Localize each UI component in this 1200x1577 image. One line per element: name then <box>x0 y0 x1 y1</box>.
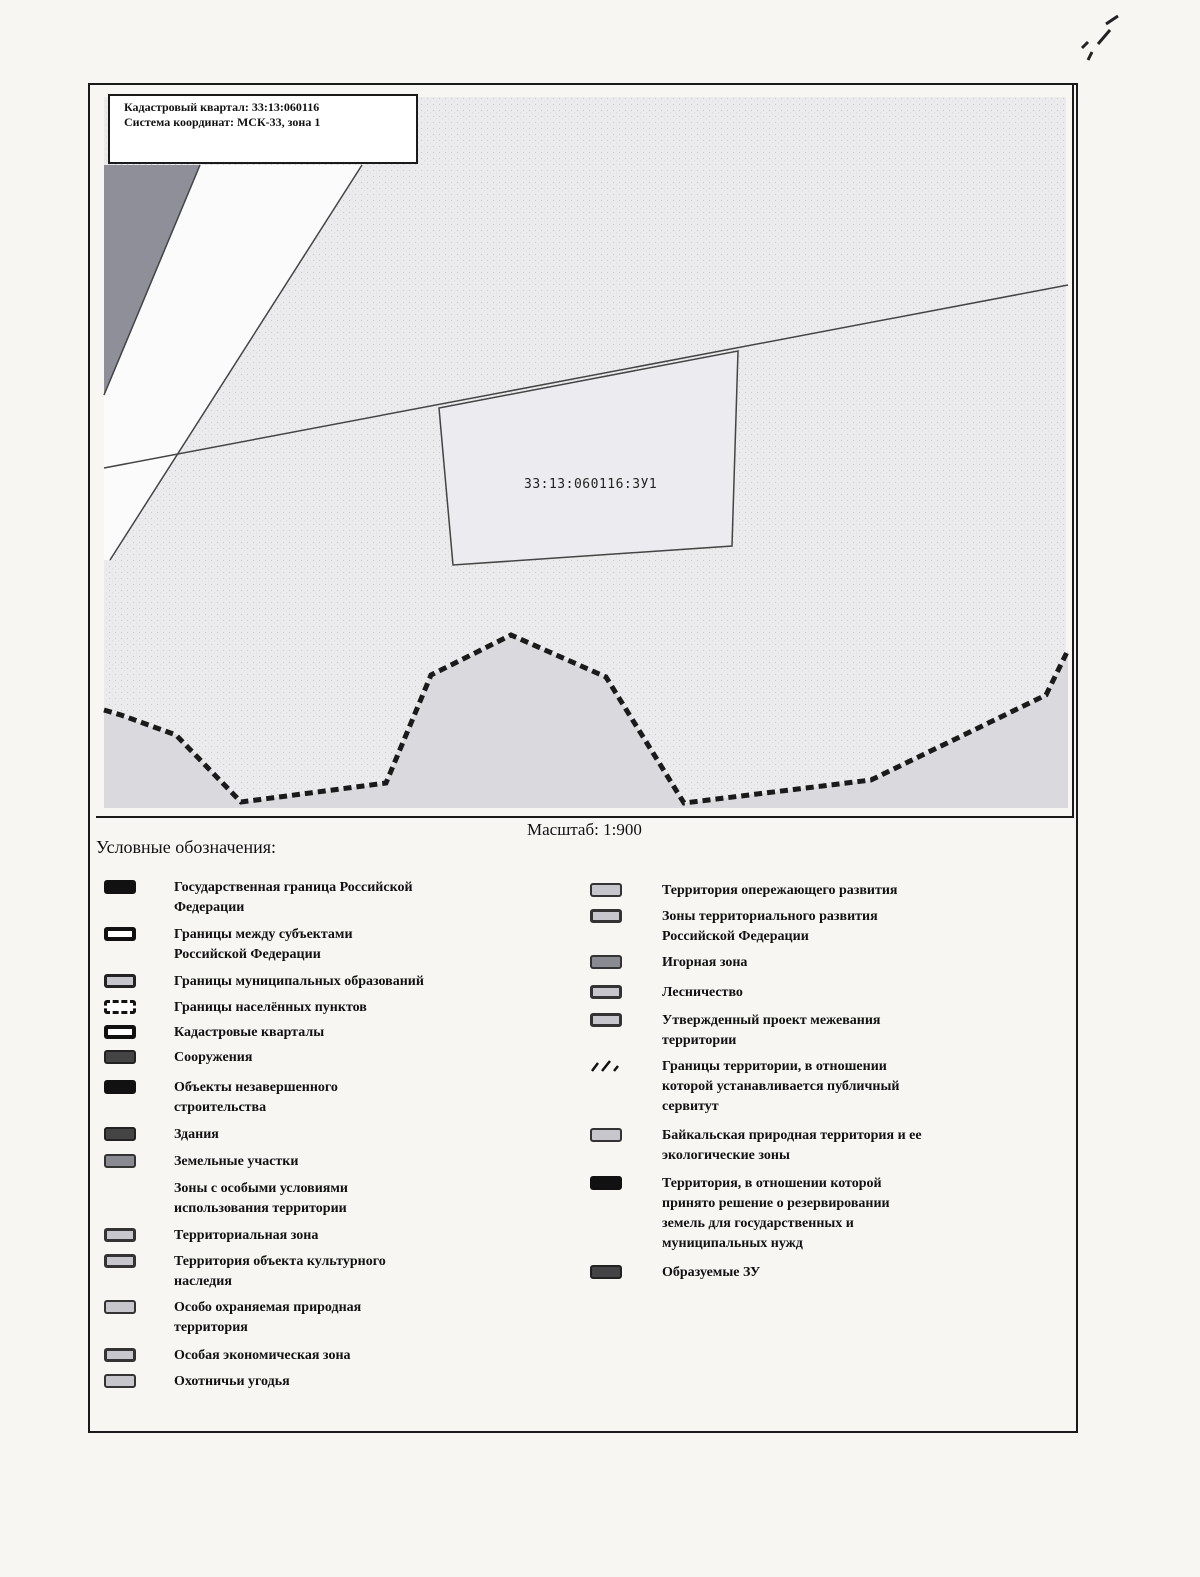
legend-label: Зоны территориального развития Российской Федерации <box>662 909 878 944</box>
legend-item-cultural-heritage <box>104 1252 464 1292</box>
legend-symbol <box>104 1000 136 1014</box>
legend-item-land-plots <box>104 1152 464 1172</box>
legend-label: Лесничество <box>662 985 743 1000</box>
legend-symbol <box>104 1300 136 1314</box>
legend-symbol <box>104 1181 136 1195</box>
legend-title: Условные обозначения: <box>96 837 277 857</box>
legend-label: Границы населённых пунктов <box>174 1000 367 1015</box>
legend-label: Государственная граница Российской Федерации <box>174 880 413 915</box>
map-panel[interactable] <box>96 85 1074 818</box>
coordinate-system-text: Система координат: МСК-33, зона 1 <box>124 115 321 129</box>
legend-symbol <box>590 1176 622 1190</box>
legend-label: Сооружения <box>174 1050 253 1065</box>
legend-label: Образуемые ЗУ <box>662 1265 761 1280</box>
legend-label: Границы территории, в отношении которой устанавливается публичный сервитут <box>662 1059 900 1114</box>
legend-symbol <box>104 1154 136 1168</box>
legend-symbol <box>104 1254 136 1268</box>
legend-item-reserved-land <box>590 1174 930 1254</box>
legend-item-buildings <box>104 1125 464 1145</box>
legend-symbol <box>104 927 136 941</box>
legend-item-cadastral-quarters <box>104 1023 464 1043</box>
legend-label: Байкальская природная территория и ее экологические зоны <box>662 1128 922 1163</box>
hatch-icon <box>590 1059 622 1073</box>
legend-item-protected-area <box>104 1298 464 1338</box>
cadastral-quarter-text: Кадастровый квартал: 33:13:060116 <box>124 100 320 114</box>
legend-label: Охотничьи угодья <box>174 1374 290 1389</box>
legend-symbol <box>590 955 622 969</box>
legend-symbol <box>104 974 136 988</box>
legend-label: Утвержденный проект межевания территории <box>662 1013 881 1048</box>
legend-item-structures <box>104 1048 464 1068</box>
legend-symbol <box>590 883 622 897</box>
legend-item-territorial-development <box>590 907 930 947</box>
legend-symbol <box>104 1228 136 1242</box>
map-info-box <box>108 94 418 164</box>
legend-label: Особо охраняемая природная территория <box>174 1300 362 1335</box>
scale-text: Масштаб: 1:900 <box>527 820 642 839</box>
legend-symbol <box>590 1128 622 1142</box>
legend-item-unfinished-construction <box>104 1078 464 1118</box>
legend-item-special-zones <box>104 1179 464 1219</box>
legend-item-baikal-territory <box>590 1126 930 1166</box>
legend-item-state-border <box>104 878 464 918</box>
legend-label: Кадастровые кварталы <box>174 1025 325 1040</box>
legend-item-forestry <box>590 983 930 1003</box>
legend-item-economic-zone <box>104 1346 464 1366</box>
legend-label: Территория, в отношении которой принято решение о резервировании земель для государственных и муниципальных нужд <box>662 1176 890 1251</box>
legend-label: Земельные участки <box>174 1154 299 1169</box>
legend-symbol <box>104 880 136 894</box>
parcel-label: 33:13:060116:ЗУ1 <box>524 477 658 492</box>
legend-label: Здания <box>174 1127 219 1142</box>
legend-item-gambling-zone <box>590 953 930 973</box>
legend-symbol <box>590 1013 622 1027</box>
corner-pen-mark <box>1070 10 1130 70</box>
legend-symbol <box>590 909 622 923</box>
legend-item-public-servitude <box>590 1057 930 1117</box>
legend-label: Территориальная зона <box>174 1228 319 1243</box>
legend-label: Территория объекта культурного наследия <box>174 1254 386 1289</box>
legend-label: Игорная зона <box>662 955 748 970</box>
legend-symbol <box>104 1127 136 1141</box>
map-canvas <box>96 85 1074 818</box>
legend-item-advanced-development <box>590 881 930 901</box>
legend-item-subject-borders <box>104 925 464 965</box>
legend-item-survey-project <box>590 1011 930 1051</box>
legend-label: Границы муниципальных образований <box>174 974 424 989</box>
legend-item-hunting-grounds <box>104 1372 464 1392</box>
legend-label: Объекты незавершенного строительства <box>174 1080 338 1115</box>
legend-item-new-parcels <box>590 1263 930 1283</box>
legend-label: Территория опережающего развития <box>662 883 898 898</box>
legend-symbol <box>590 1265 622 1279</box>
legend-symbol <box>104 1374 136 1388</box>
legend-symbol <box>104 1080 136 1094</box>
legend-symbol <box>104 1348 136 1362</box>
legend-item-municipal-borders <box>104 972 464 992</box>
legend-symbol <box>104 1050 136 1064</box>
legend-symbol <box>590 985 622 999</box>
legend-label: Границы между субъектами Российской Федерации <box>174 927 353 962</box>
legend-label: Зоны с особыми условиями использования территории <box>174 1181 348 1216</box>
legend-item-settlement-borders <box>104 998 464 1018</box>
legend-label: Особая экономическая зона <box>174 1348 351 1363</box>
legend-item-territorial-zone <box>104 1226 464 1246</box>
legend-symbol <box>104 1025 136 1039</box>
